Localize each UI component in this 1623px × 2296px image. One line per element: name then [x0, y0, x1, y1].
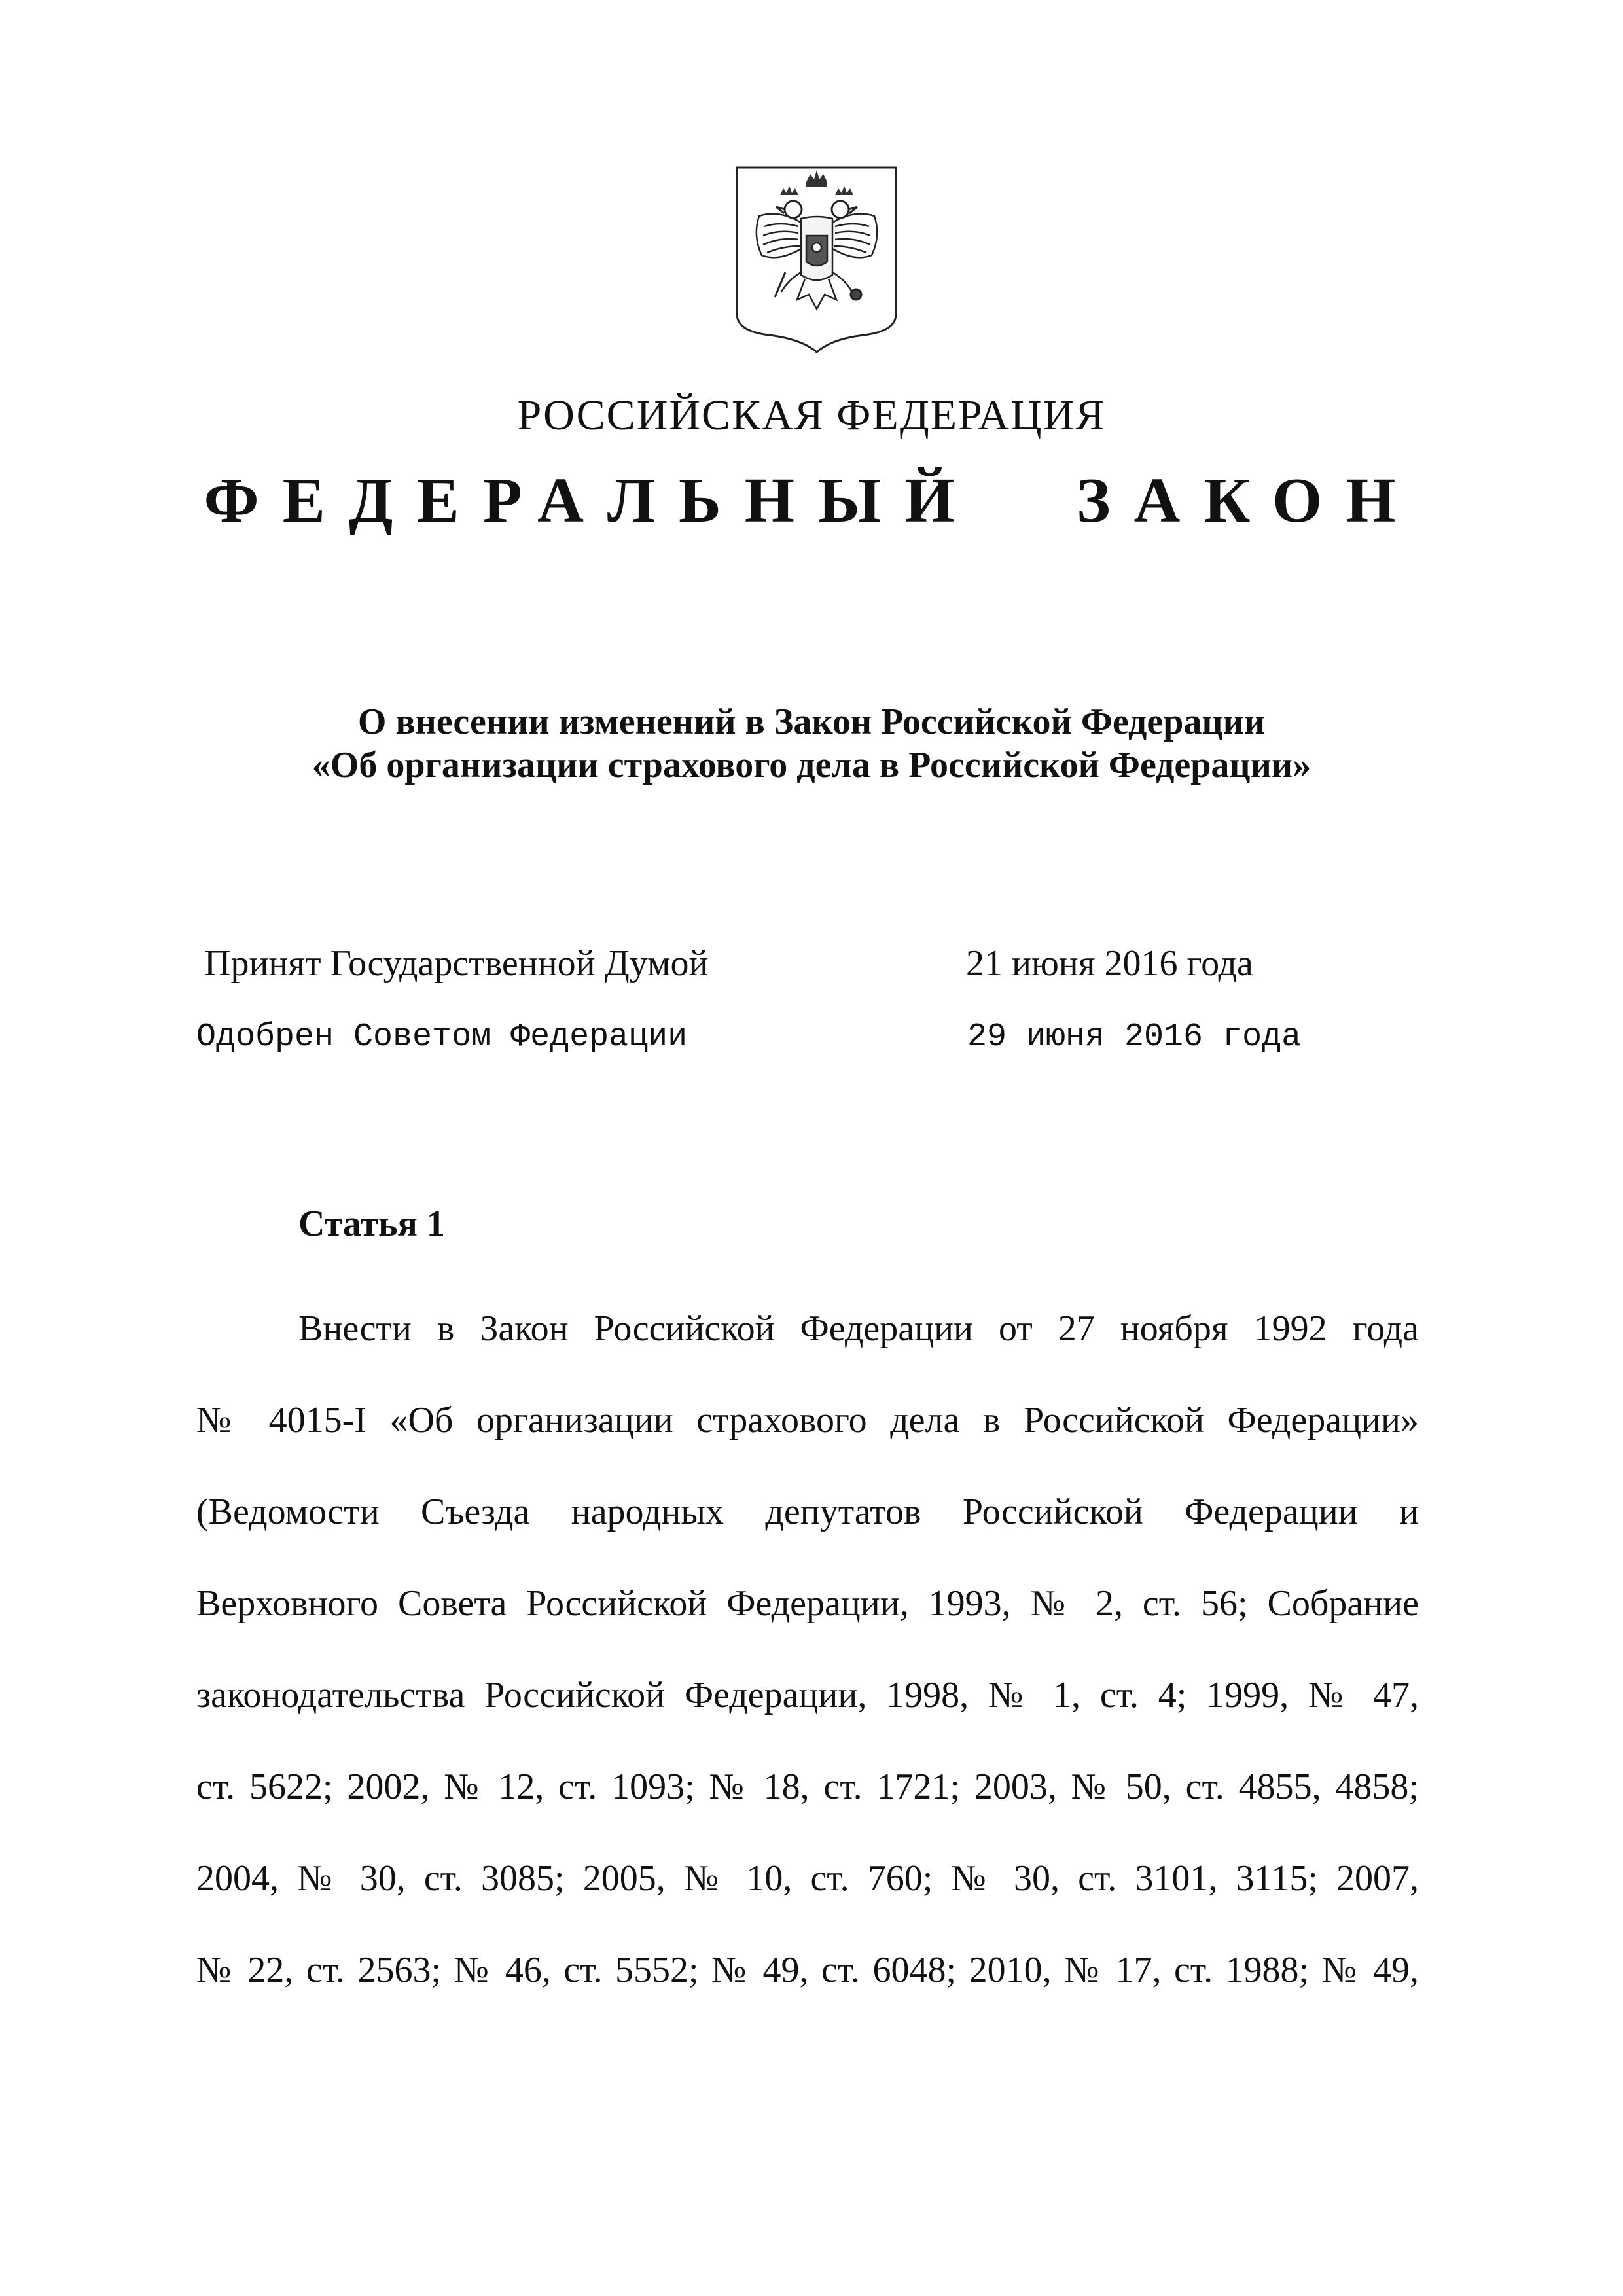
article-line: № 4015-I «Об организации страхового дела в Российской Федерации»	[196, 1400, 1419, 1441]
article-line: № 22, ст. 2563; № 46, ст. 5552; № 49, ст. 6048; 2010, № 17, ст. 1988; № 49,	[196, 1950, 1419, 1990]
duma-adoption-label: Принят Государственной Думой	[204, 943, 709, 984]
country-name-heading: РОССИЙСКАЯ ФЕДЕРАЦИЯ	[517, 391, 1106, 439]
article-line: ст. 5622; 2002, № 12, ст. 1093; № 18, ст. 1721; 2003, № 50, ст. 4855, 4858;	[196, 1767, 1419, 1807]
article-line: (Ведомости Съезда народных депутатов Российской Федерации и	[196, 1492, 1419, 1532]
council-approval-date: 29 июня 2016 года	[967, 1018, 1302, 1056]
article-body	[196, 1283, 1419, 2016]
article-line: Верховного Совета Российской Федерации, 1993, № 2, ст. 56; Собрание	[196, 1583, 1419, 1624]
duma-adoption-date: 21 июня 2016 года	[966, 943, 1253, 984]
law-title-line-2: «Об организации страхового дела в Российской Федерации»	[312, 745, 1311, 785]
article-line: законодательства Российской Федерации, 1998, № 1, ст. 4; 1999, № 47,	[196, 1675, 1419, 1715]
article-heading: Статья 1	[298, 1204, 445, 1244]
document-type-heading: ФЕДЕРАЛЬНЫЙ ЗАКОН	[204, 465, 1419, 536]
law-title	[0, 700, 1623, 787]
law-title-line-1: О внесении изменений в Закон Российской Федерации	[357, 702, 1266, 742]
article-line: 2004, № 30, ст. 3085; 2005, № 10, ст. 760; № 30, ст. 3101, 3115; 2007,	[196, 1858, 1419, 1899]
council-approval-label: Одобрен Советом Федерации	[196, 1018, 688, 1056]
coat-of-arms-emblem-icon	[733, 164, 900, 353]
article-line: Внести в Закон Российской Федерации от 27 ноября 1992 года	[298, 1308, 1419, 1349]
